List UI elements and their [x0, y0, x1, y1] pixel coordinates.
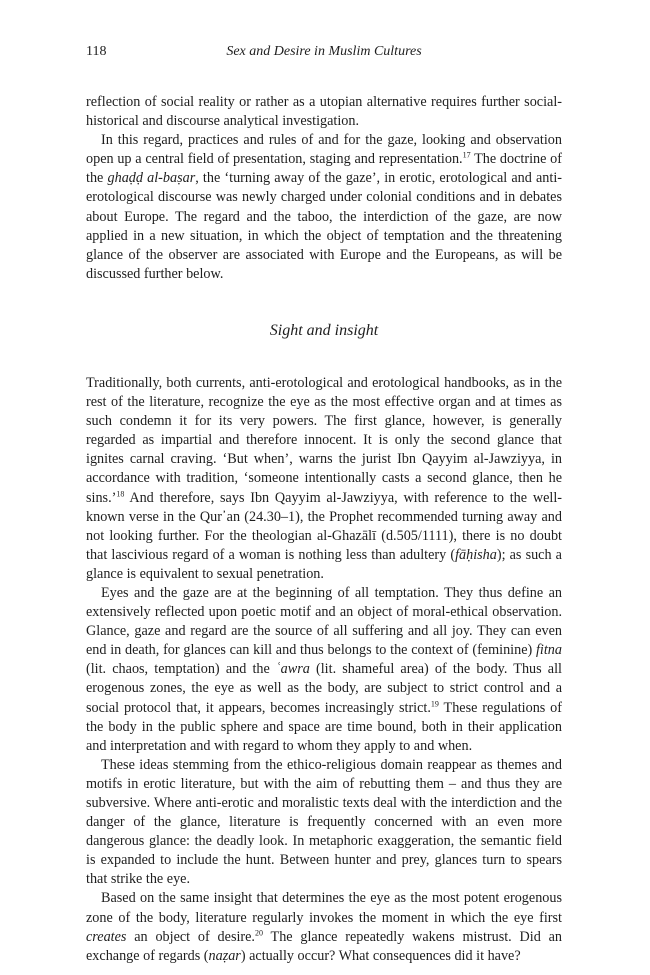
italic-term: creates: [86, 928, 127, 945]
italic-term: ʿawra: [275, 661, 310, 678]
footnote-marker: 17: [462, 150, 471, 160]
italic-term: ghaḍḍ al-baṣar: [107, 170, 196, 187]
text-run: And therefore, says Ibn Qayyim al-Jawziyya, with reference to the well-known verse in the Qur᾿an (24.30–1), the Prophet recommended turning away and not looking further. For the theologian al-Ghazālī (d.505/1111), there is no doubt that lascivious regard of a woman is nothing less than adultery (: [86, 489, 562, 563]
section-heading: Sight and insight: [269, 321, 379, 339]
text-run: reflection of social reality or rather as a utopian alternative requires further social-historical and discourse analytical investigation.: [86, 94, 562, 130]
italic-term: fitna: [535, 642, 562, 659]
paragraph: [86, 374, 562, 584]
text-run: ); as such a glance is equivalent to sexual penetration.: [86, 546, 562, 582]
text-run: The doctrine of the: [86, 151, 563, 187]
running-title: Sex and Desire in Muslim Cultures: [226, 44, 422, 59]
footnote-marker: 20: [254, 927, 263, 937]
italic-term: fāḥisha: [455, 546, 497, 563]
text-run: an object of desire.: [126, 928, 255, 945]
paragraph: [86, 93, 562, 131]
body-text: [86, 93, 562, 966]
paragraph: [86, 756, 562, 890]
paragraph: [86, 584, 562, 756]
text-run: Eyes and the gaze are at the beginning of all temptation. They thus define an extensively reflected upon poetic motif and an object of moral-ethical observation. Glance, gaze and regard are the source of all suffering and all joy. They can even end in death, for glances can kill and thus belongs to the context of (feminine): [86, 584, 562, 659]
paragraphs-before-heading: [86, 93, 562, 284]
text-run: These ideas stemming from the ethico-religious domain reappear as themes and motifs in erotic literature, but with the aim of rebutting them – and thus they are subversive. Where anti-erotic and moralistic texts deal with the interdiction and the danger of the glance, literature is frequently concerned with an even more dangerous glance: the deadly look. In metaphoric exaggeration, the semantic field is expanded to include the hunt. Between hunter and prey, glances turn to spears that strike the eye.: [86, 756, 562, 888]
text-run: The glance repeatedly wakens mistrust. Did an exchange of regards (: [86, 928, 563, 964]
text-run: , the ‘turning away of the gaze’, in erotic, erotological and anti-erotological discourse was newly charged under colonial conditions and in debates about Europe. The regard and the taboo, the interdiction of the gaze, are now applied in a new situation, in which the object of temptation and the threatening glance of the observer are associated with Europe and the Europeans, as will be discussed further below.: [86, 170, 562, 282]
paragraphs-after-heading: [86, 374, 562, 966]
footnote-marker: 19: [430, 698, 439, 708]
running-header: [86, 44, 562, 66]
text-run: (lit. chaos, temptation) and the: [86, 661, 276, 678]
text-run: These regulations of the body in the public sphere and space are time bound, both in their application and interpretation and with regard to whom they apply to and when.: [86, 699, 563, 754]
italic-term: naẓar: [208, 947, 241, 964]
page-number: 118: [86, 44, 107, 59]
text-run: Traditionally, both currents, anti-erotological and erotological handbooks, as in the rest of the literature, recognize the eye as the most effective organ and at times as such condemn it for its very powers. The first glance, however, is generally regarded as impartial and therefore innocent. It is only the second glance that ignites carnal craving. ‘But when’, warns the jurist Ibn Qayyim al-Jawziyya, in accordance with tradition, ‘someone intentionally casts a second glance, then he sins.’: [86, 374, 562, 506]
text-run: (lit. shameful area) of the body. Thus all erogenous zones, the eye as well as the body, are subject to strict control and a social protocol that, it appears, becomes increasingly strict.: [86, 661, 562, 716]
text-run: In this regard, practices and rules of and for the gaze, looking and observation open up a central field of presentation, staging and representation.: [86, 132, 562, 168]
footnote-marker: 18: [116, 488, 125, 498]
paragraph: [86, 131, 562, 284]
paragraph: [86, 889, 562, 965]
text-run: ) actually occur? What consequences did it have?: [240, 947, 521, 964]
text-run: Based on the same insight that determines the eye as the most potent erogenous zone of the body, literature regularly invokes the moment in which the eye first: [86, 890, 562, 926]
